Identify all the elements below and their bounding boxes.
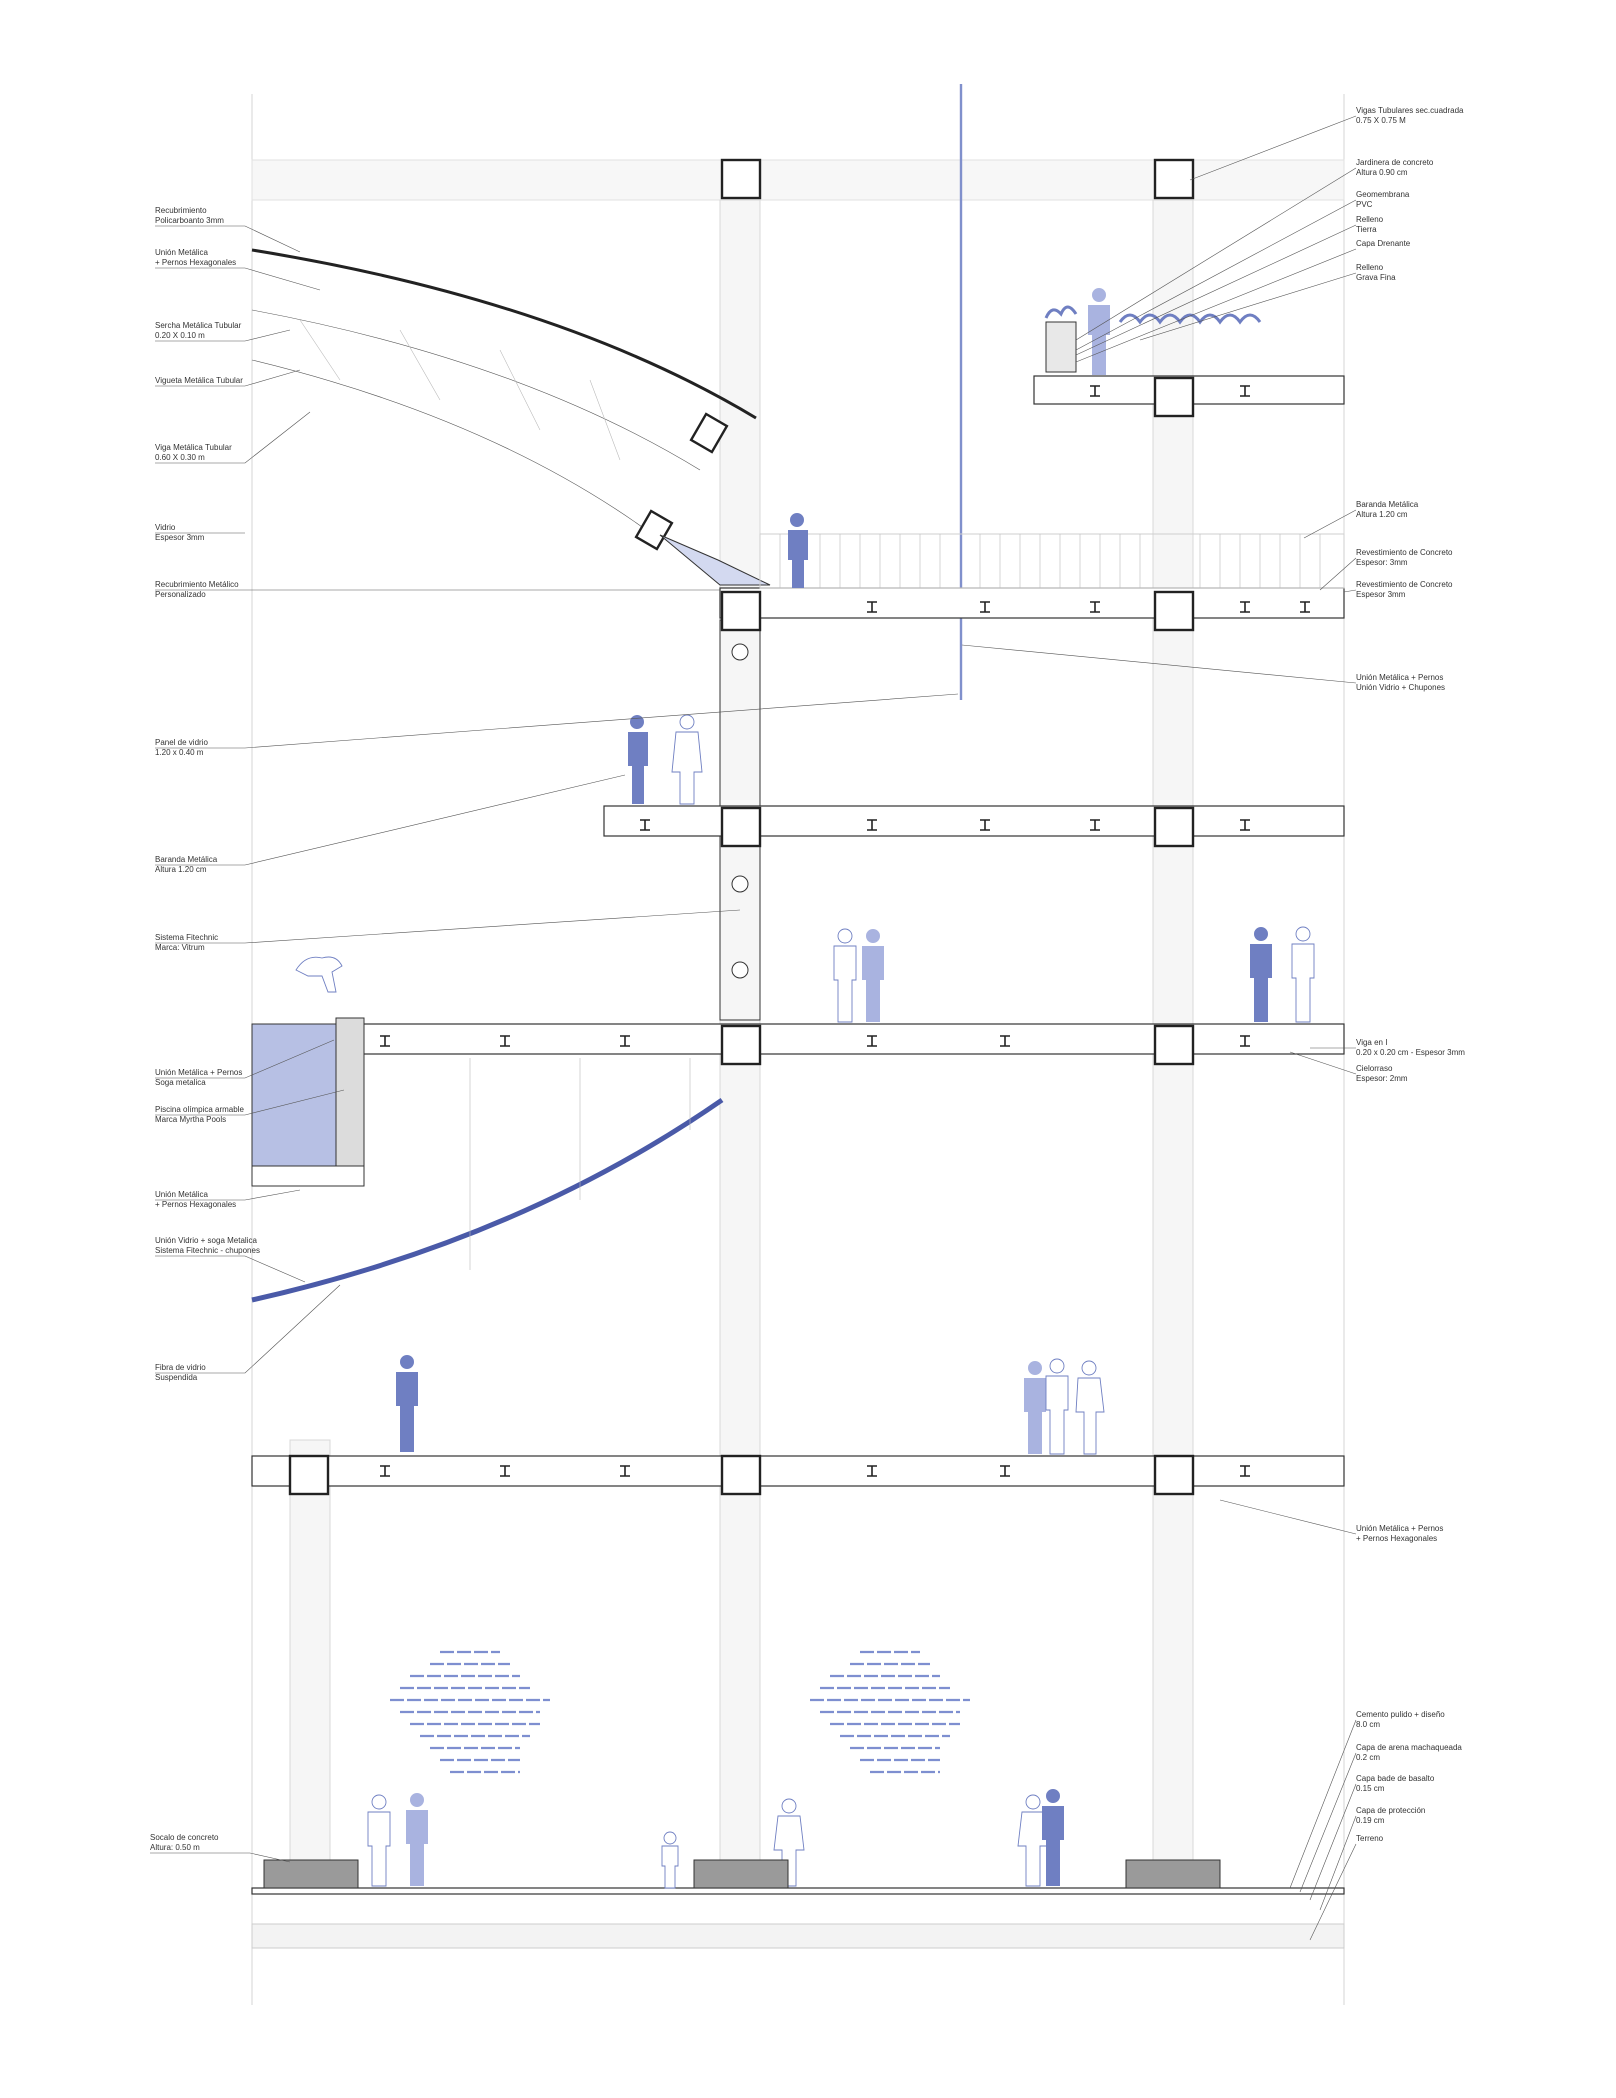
svg-text:0.75 X 0.75 M: 0.75 X 0.75 M (1356, 116, 1406, 125)
node-roof-center (722, 160, 760, 198)
person-planter (1088, 288, 1110, 375)
svg-text:Unión Metálica: Unión Metálica (155, 1190, 208, 1199)
svg-text:Unión Metálica: Unión Metálica (155, 248, 208, 257)
plinths (264, 1860, 1220, 1888)
svg-text:Espesor: 2mm: Espesor: 2mm (1356, 1074, 1408, 1083)
leader-line (1220, 1500, 1356, 1534)
svg-text:Personalizado: Personalizado (155, 590, 206, 599)
svg-text:Vigueta Metálica Tubular: Vigueta Metálica Tubular (155, 376, 243, 385)
label-vidrio (155, 523, 245, 542)
svg-text:Vigas Tubulares sec.cuadrada: Vigas Tubulares sec.cuadrada (1356, 106, 1464, 115)
connector-circle (732, 644, 748, 660)
svg-text:Capa de arena machaqueada: Capa de arena machaqueada (1356, 1743, 1462, 1752)
plinth-center (694, 1860, 788, 1888)
label-union-metalica-pernos-hex-top (155, 248, 320, 290)
label-union-metalica-pernos-hex-low (1220, 1500, 1443, 1543)
label-capa-drenante (1076, 239, 1411, 362)
column-left (290, 1440, 330, 1860)
svg-text:+ Pernos Hexagonales: + Pernos Hexagonales (155, 1200, 237, 1209)
person-l1-left (396, 1355, 418, 1452)
label-union-metalica-pernos-hex-mid (155, 1190, 300, 1209)
svg-text:Tierra: Tierra (1356, 225, 1377, 234)
svg-text:Relleno: Relleno (1356, 215, 1384, 224)
svg-text:Altura: 0.50 m: Altura: 0.50 m (150, 1843, 200, 1852)
svg-text:Policarboanto 3mm: Policarboanto 3mm (155, 216, 224, 225)
label-relleno-tierra (1076, 215, 1384, 355)
svg-text:+ Pernos Hexagonales: + Pernos Hexagonales (155, 258, 237, 267)
ground-slab (252, 1888, 1344, 1894)
person-l3-left (628, 715, 648, 804)
svg-text:Espesor 3mm: Espesor 3mm (155, 533, 205, 542)
label-baranda-metalica-right (1304, 500, 1419, 538)
svg-text:0.2 cm: 0.2 cm (1356, 1753, 1381, 1762)
svg-text:Espesor 3mm: Espesor 3mm (1356, 590, 1406, 599)
person-l3-right (672, 715, 702, 804)
node-roof-right (1155, 160, 1193, 198)
node-l3-right (1155, 808, 1193, 846)
slab-upper-deck (720, 588, 1344, 618)
svg-text:Marca Myrtha Pools: Marca Myrtha Pools (155, 1115, 227, 1124)
leader-line (1076, 200, 1356, 350)
leader-line (155, 910, 740, 943)
svg-text:Revestimiento de Concreto: Revestimiento de Concreto (1356, 548, 1453, 557)
person-l2-d (1292, 927, 1314, 1022)
leader-line (1310, 1784, 1356, 1900)
node-l1-left (290, 1456, 328, 1494)
label-revestimiento-concreto-2 (1344, 580, 1453, 599)
tree-center (810, 1652, 970, 1772)
trees (390, 1652, 970, 1772)
roof-tubular-beam (252, 360, 660, 540)
svg-text:Viga Metálica Tubular: Viga Metálica Tubular (155, 443, 232, 452)
svg-text:Baranda Metálica: Baranda Metálica (155, 855, 218, 864)
roof-polycarbonate-skin (252, 250, 756, 418)
svg-text:Altura 1.20 cm: Altura 1.20 cm (1356, 510, 1408, 519)
leader-line (1344, 590, 1356, 592)
node-l2-right (1155, 1026, 1193, 1064)
node-deck-right (1155, 592, 1193, 630)
svg-text:Suspendida: Suspendida (155, 1373, 198, 1382)
diver (296, 957, 342, 992)
label-cemento-pulido (1290, 1710, 1445, 1888)
tree-left (390, 1652, 550, 1772)
label-vigueta-metalica (155, 370, 300, 386)
plinth-right (1126, 1860, 1220, 1888)
person-l2-a (834, 929, 856, 1022)
svg-text:Sistema Fitechnic: Sistema Fitechnic (155, 933, 219, 942)
svg-text:0.20 x 0.20 cm - Espesor 3mm: 0.20 x 0.20 cm - Espesor 3mm (1356, 1048, 1465, 1057)
node-l2-center (722, 1026, 760, 1064)
pool-base (252, 1166, 364, 1186)
svg-text:Revestimiento de Concreto: Revestimiento de Concreto (1356, 580, 1453, 589)
svg-text:1.20 x 0.40 m: 1.20 x 0.40 m (155, 748, 204, 757)
svg-text:8.0 cm: 8.0 cm (1356, 1720, 1381, 1729)
leader-line (155, 694, 958, 748)
svg-text:PVC: PVC (1356, 200, 1373, 209)
svg-text:Espesor: 3mm: Espesor: 3mm (1356, 558, 1408, 567)
label-viga-metalica-tubular (155, 412, 310, 463)
label-panel-vidrio (155, 694, 958, 757)
connector-circle (732, 876, 748, 892)
svg-text:Relleno: Relleno (1356, 263, 1384, 272)
node-deck-center (722, 592, 760, 630)
svg-text:Capa Drenante: Capa Drenante (1356, 239, 1411, 248)
svg-text:Capa bade de basalto: Capa bade de basalto (1356, 1774, 1435, 1783)
node-l1-center (722, 1456, 760, 1494)
svg-text:Unión Vidrio + Chupones: Unión Vidrio + Chupones (1356, 683, 1446, 692)
person-l1-a (1024, 1361, 1046, 1454)
label-union-metalica-chupones (962, 645, 1445, 692)
ground-layers (252, 1924, 1344, 1948)
roof-lattice (300, 320, 620, 460)
label-sercha-metalica (155, 321, 290, 341)
svg-text:Cemento pulido + diseño: Cemento pulido + diseño (1356, 1710, 1445, 1719)
suspension-cables (470, 1058, 690, 1270)
svg-text:Jardinera de concreto: Jardinera de concreto (1356, 158, 1434, 167)
leader-line (155, 268, 320, 290)
svg-text:Viga en I: Viga en I (1356, 1038, 1388, 1047)
svg-text:Altura 1.20 cm: Altura 1.20 cm (155, 865, 207, 874)
roof-node-lower (636, 511, 672, 549)
svg-text:Fibra de vidrio: Fibra de vidrio (155, 1363, 206, 1372)
person-ground-e (1042, 1789, 1064, 1886)
person-ground-a (368, 1795, 390, 1886)
node-planter-right (1155, 378, 1193, 416)
leader-line (1300, 1753, 1356, 1892)
svg-text:Socalo de concreto: Socalo de concreto (150, 1833, 219, 1842)
svg-text:+ Pernos Hexagonales: + Pernos Hexagonales (1356, 1534, 1438, 1543)
person-l1-b (1046, 1359, 1068, 1454)
svg-text:Geomembrana: Geomembrana (1356, 190, 1410, 199)
svg-text:Cielorraso: Cielorraso (1356, 1064, 1393, 1073)
person-l2-c (1250, 927, 1272, 1022)
person-l2-b (862, 929, 884, 1022)
svg-text:0.19 cm: 0.19 cm (1356, 1816, 1385, 1825)
leader-line (155, 775, 625, 865)
svg-text:Unión Vidrio + soga Metalica: Unión Vidrio + soga Metalica (155, 1236, 257, 1245)
leader-line (1076, 225, 1356, 355)
leader-line (1290, 1052, 1356, 1074)
leader-line (1290, 1720, 1356, 1888)
label-fibra-vidrio (155, 1285, 340, 1382)
label-sistema-fitechnic (155, 910, 740, 952)
svg-text:Piscina olímpica armable: Piscina olímpica armable (155, 1105, 244, 1114)
person-ground-b (406, 1793, 428, 1886)
leader-line (1320, 558, 1356, 590)
person-l1-c (1076, 1361, 1104, 1454)
label-recubrimiento-metalico (155, 580, 720, 599)
upper-deck-railing (760, 534, 1344, 588)
planter-shrub (1046, 307, 1076, 318)
pool-wall (336, 1018, 364, 1166)
node-l1-right (1155, 1456, 1193, 1494)
svg-text:Sistema Fitechnic - chupones: Sistema Fitechnic - chupones (155, 1246, 260, 1255)
node-l3-center (722, 808, 760, 846)
svg-text:Unión Metálica + Pernos: Unión Metálica + Pernos (1356, 1524, 1444, 1533)
svg-text:0.20 X 0.10 m: 0.20 X 0.10 m (155, 331, 205, 340)
svg-text:Grava Fina: Grava Fina (1356, 273, 1396, 282)
svg-text:0.15 cm: 0.15 cm (1356, 1784, 1385, 1793)
leader-line (155, 1285, 340, 1373)
svg-text:Sercha Metálica Tubular: Sercha Metálica Tubular (155, 321, 242, 330)
railing-balusters (780, 534, 1320, 588)
svg-text:Baranda Metálica: Baranda Metálica (1356, 500, 1419, 509)
pool (252, 1018, 364, 1186)
child-ground (662, 1832, 678, 1888)
label-baranda-metalica-left (155, 775, 625, 874)
svg-text:Vidrio: Vidrio (155, 523, 176, 532)
roof-chord-lower (252, 310, 700, 470)
slab-level-3 (604, 806, 1344, 836)
railing-frame (760, 534, 1344, 588)
label-recubrimiento-policarbonato (155, 206, 300, 252)
slab-level-2 (362, 1024, 1344, 1054)
svg-text:Unión Metálica + Pernos: Unión Metálica + Pernos (1356, 673, 1444, 682)
svg-text:Altura 0.90 cm: Altura 0.90 cm (1356, 168, 1408, 177)
svg-text:Panel de vidrio: Panel de vidrio (155, 738, 208, 747)
planter-box (1046, 322, 1076, 372)
svg-text:Recubrimiento: Recubrimiento (155, 206, 207, 215)
svg-text:Marca: Vitrum: Marca: Vitrum (155, 943, 205, 952)
leader-line (1076, 249, 1356, 362)
plinth-left (264, 1860, 358, 1888)
label-union-vidrio-soga (155, 1236, 305, 1282)
svg-text:Capa de protección: Capa de protección (1356, 1806, 1426, 1815)
person-upper-deck (788, 513, 808, 588)
svg-text:Unión Metálica + Pernos: Unión Metálica + Pernos (155, 1068, 243, 1077)
svg-text:Terreno: Terreno (1356, 1834, 1384, 1843)
svg-text:0.60 X 0.30 m: 0.60 X 0.30 m (155, 453, 205, 462)
connector-circle (732, 962, 748, 978)
curved-roof (252, 250, 770, 585)
leader-line (155, 1256, 305, 1282)
label-socalo-concreto (150, 1833, 290, 1862)
svg-text:Recubrimiento Metálico: Recubrimiento Metálico (155, 580, 239, 589)
svg-text:Soga metalica: Soga metalica (155, 1078, 206, 1087)
